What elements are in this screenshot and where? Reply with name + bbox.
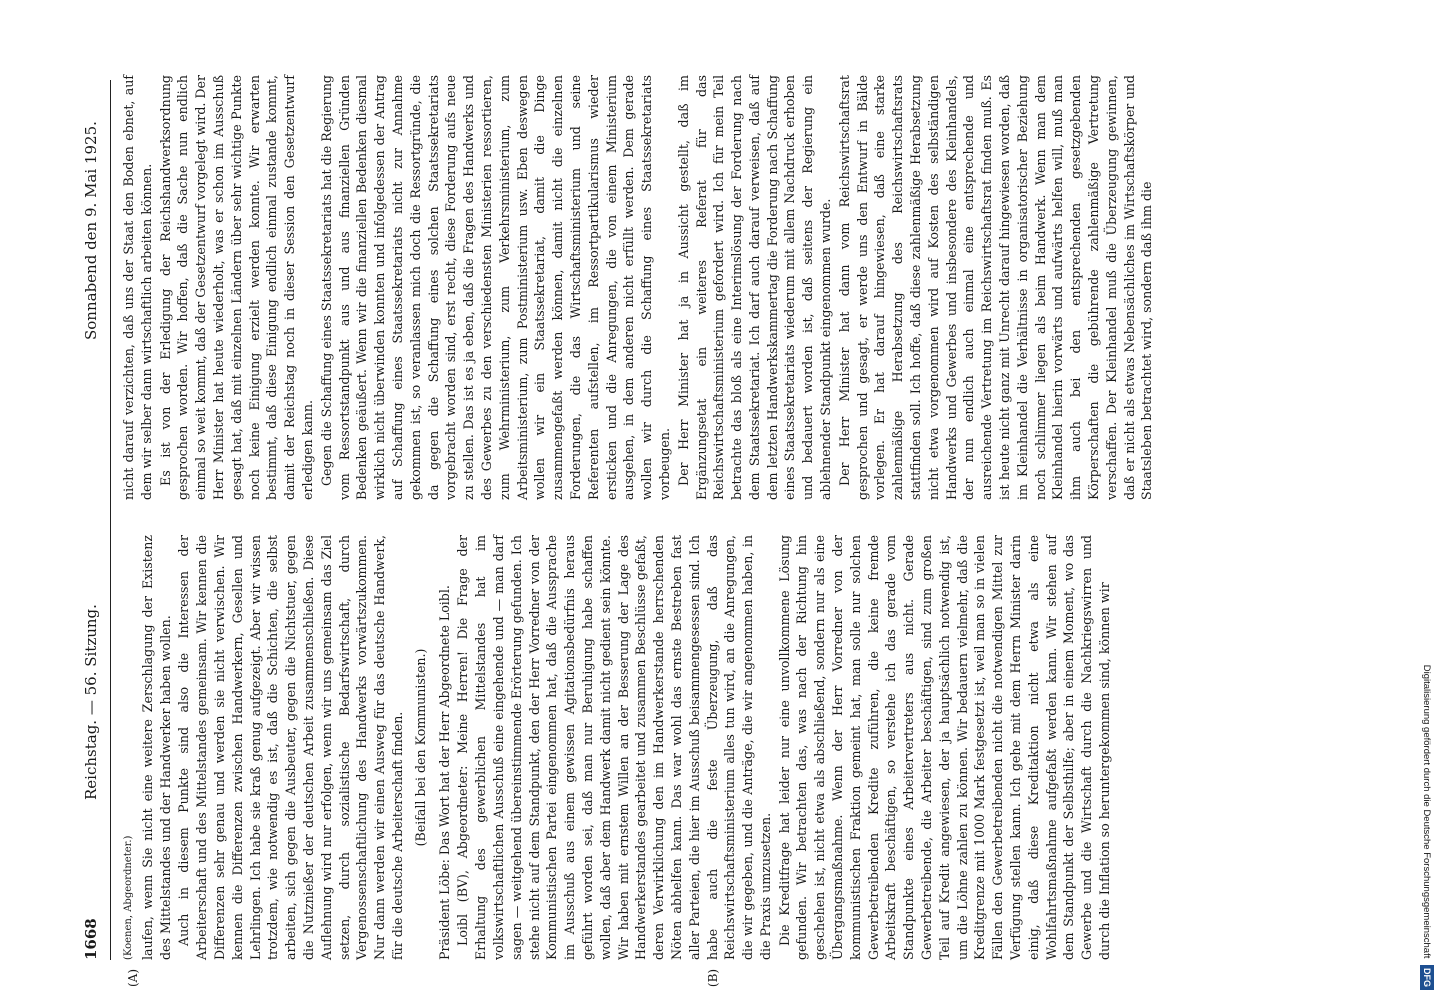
speaker-intro: (Koenen, Abgeordneter.) bbox=[123, 835, 134, 960]
margin-letter-a: (A) bbox=[126, 968, 140, 988]
document-page bbox=[66, 40, 1316, 1000]
president-remark: Präsident Löbe: Das Wort hat der Herr Abgeordnete Loibl. bbox=[436, 585, 452, 960]
running-header bbox=[74, 80, 108, 960]
paragraph: Der Herr Minister hat ja in Aussicht gestellt, daß im Ergänzungsetat ein weiteres Referat für das Reichswirtschaftsministerium gefordert wird. Ich für mein Teil betrachte das bloß als eine Interimslösung der Forderung nach dem Staatssekretariat. Ich darf auch darauf verweisen, daß auf dem letzten Handwerkskammertag die Forderung nach Schaffung eines Staatssekretariats wiederum mit allem Nachdruck erhoben und bedauert worden ist, daß seitens der Regierung ein ablehnender Standpunkt eingenommen wurde. bbox=[675, 75, 834, 500]
header-title: Reichstag. — 56. Sitzung. bbox=[82, 604, 100, 800]
paragraph: Auch in diesem Punkte sind also die Interessen der Arbeiterschaft und des Mittelstandes gemeinsam. Wir kennen die Differenzen sehr genau und werden sie nicht verwischen. Wir kennen die Differenzen zwischen Handwerkern, Gesellen und Lehrlingen. Ich habe sie kraß genug aufgezeigt. Aber wir wissen trotzdem, wie notwendig es ist, daß die Schichten, die selbst arbeiten, sich gegen die Ausbeuter, gegen die Nichtstuer, gegen die Nutznießer der deutschen Arbeit zusammenschließen. Diese Auflehnung wird nur erfolgen, wenn wir uns gemeinsam das Ziel setzen, durch sozialistische Bedarfswirtschaft, durch Vergenossenschaftlichung des Handwerks vorwärtszukommen. Nur dann werden wir einen Ausweg für das deutsche Handwerk, für die deutsche Arbeiterschaft finden. bbox=[176, 535, 405, 960]
digitization-credit bbox=[1420, 10, 1434, 990]
left-column bbox=[120, 535, 1115, 960]
paragraph: Die Kreditfrage hat leider nur eine unvollkommene Lösung gefunden. Wir betrachten das, was nach der Richtung hin geschehen ist, nicht etwa als abschließend, sondern nur als eine Übergangsmaßnahme. Wenn der Herr Vorredner von der kommunistischen Fraktion gemeint hat, man solle nur solchen Gewerbetreibenden Kredite zuführen, die keine fremde Arbeitskraft beschäftigen, so verstehe ich das gerade vom Standpunkte eines Arbeitervertreters aus nicht. Gerade Gewerbetreibende, die Arbeiter beschäftigen, sind zum großen Teil auf Kredit angewiesen, der ja hauptsächlich notwendig ist, um die Löhne zahlen zu können. Wir bedauern vielmehr, daß die Kreditgrenze mit 1000 Mark festgesetzt ist, weil man so in vielen Fällen den Gewerbetreibenden nicht die notwendigen Mittel zur Verfügung stellen kann. Ich gehe mit dem Herrn Minister darin einig, daß diese Kreditaktion nicht etwa als eine Wohlfahrtsmaßnahme aufgefaßt werden kann. Wir stehen auf dem Standpunkt der Selbsthilfe; aber in einem Moment, wo das Gewerbe und die Wirtschaft durch die Nachkriegswirren und durch die Inflation so heruntergekommen sind, können wir bbox=[776, 535, 1113, 960]
dfg-logo: DFG bbox=[1420, 965, 1434, 990]
margin-letter-b: (B) bbox=[706, 968, 720, 988]
header-rule bbox=[110, 80, 111, 960]
header-date: Sonnabend den 9. Mai 1925. bbox=[82, 121, 100, 340]
applause-note: (Beifall bei den Kommunisten.) bbox=[412, 648, 428, 847]
page-number: 1668 bbox=[82, 918, 100, 960]
credit-text: Digitalisierung gefördert durch die Deutsche Forschungsgemeinschaft bbox=[1421, 664, 1432, 959]
paragraph: nicht darauf verzichten, daß uns der Staat den Boden ebnet, auf dem wir selber dann wirtschaftlich arbeiten können. bbox=[121, 75, 154, 500]
right-column bbox=[120, 75, 1157, 500]
paragraph: Der Herr Minister hat dann vom Reichswirtschaftsrat gesprochen und gesagt, er werde uns den Entwurf in Bälde vorlegen. Er hat darauf hingewiesen, daß eine starke zahlenmäßige Herabsetzung des Reichswirtschaftsrats stattfinden soll. Ich hoffe, daß diese zahlenmäßige Herabsetzung nicht etwa vorgenommen wird auf Kosten des selbständigen Handwerks und Gewerbes und insbesondere des Kleinhandels, der nun endlich auch einmal eine entsprechende und ausreichende Vertretung im Reichswirtschaftsrat finden muß. Es ist heute nicht ganz mit Unrecht darauf hingewiesen worden, daß im Kleinhandel die Verhältnisse in organisatorischer Beziehung noch schlimmer liegen als beim Handwerk. Wenn man dem Kleinhandel hierin vorwärts und aufwärts helfen will, muß man ihm auch bei den entsprechenden gesetzgebenden Körperschaften die gebührende zahlenmäßige Vertretung verschaffen. Der Kleinhandel muß die Überzeugung gewinnen, daß er nicht als etwas Nebensächliches im Wirtschaftskörper und Staatsleben betrachtet wird, sondern daß ihm die bbox=[836, 75, 1155, 500]
paragraph: laufen, wenn Sie nicht eine weitere Zerschlagung der Existenz des Mittelstandes und der Handwerker haben wollen. bbox=[139, 535, 173, 960]
paragraph: Gegen die Schaffung eines Staatssekretariats hat die Regierung vom Ressortstandpunkt aus und aus finanziellen Gründen Bedenken geäußert. Wenn wir die finanziellen Bedenken diesmal wirklich nicht überwinden konnten und infolgedessen der Antrag auf Schaffung eines Staatssekretariats nicht zur Annahme gekommen ist, so veranlassen mich doch die Ressortgründe, die da gegen die Schaffung eines solchen Staatssekretariats vorgebracht worden sind, erst recht, diese Forderung aufs neue zu stellen. Das ist es ja eben, daß die Fragen des Handwerks und des Gewerbes zu den verschiedensten Ministerien ressortieren, zum Wehrministerium, zum Verkehrsministerium, zum Arbeitsministerium, zum Postministerium usw. Eben deswegen wollen wir ein Staatssekretariat, damit die Dinge zusammengefaßt werden können, damit nicht die einzelnen Forderungen, die das Wirtschaftsministerium und seine Referenten aufstellen, im Ressortpartikularismus wieder ersticken und die Anregungen, die von einem Ministerium ausgehen, in dem anderen nicht erfüllt werden. Dem gerade wollen wir durch die Schaffung eines Staatssekretariats vorbeugen. bbox=[318, 75, 672, 500]
paragraph: Loibl (BV), Abgeordneter: Meine Herren! Die Frage der Erhaltung des gewerblichen Mittelstandes hat im volkswirtschaftlichen Ausschuß eine eingehende und — man darf sagen — weitgehend übereinstimmende Erörterung gefunden. Ich stehe nicht auf dem Standpunkt, den der Herr Vorredner von der Kommunistischen Partei eingenommen hat, daß die Aussprache im Ausschuß aus einem gewissen Agitationsbedürfnis heraus geführt worden sei, daß man nur Beruhigung habe schaffen wollen, daß aber dem Handwerk damit nicht gedient sein könnte. Wir haben mit ernstem Willen an der Besserung der Lage des Handwerkerstandes gearbeitet und zusammen Beschlüsse gefaßt, deren Verwirklichung den im Handwerkerstande herrschenden Nöten abhelfen kann. Das war wohl das ernste Bestreben fast aller Parteien, die hier im Ausschuß beisammengesessen sind. Ich habe auch die feste Überzeugung, daß das Reichswirtschaftsministerium alles tun wird, an die Anregungen, die wir gegeben, und die Anträge, die wir angenommen haben, in die Praxis umzusetzen. bbox=[455, 535, 773, 960]
paragraph: Es ist von der Erledigung der Reichshandwerksordnung gesprochen worden. Wir hoffen, daß die Sache nun endlich einmal so weit kommt, daß der Gesetzentwurf vorgelegt wird. Der Herr Minister hat heute wiederholt, was er schon im Ausschuß gesagt hat, daß mit einzelnen Ländern über sehr wichtige Punkte noch keine Einigung erzielt werden konnte. Wir erwarten bestimmt, daß diese Einigung endlich einmal zustande kommt, damit der Reichstag noch in dieser Session den Gesetzentwurf erledigen kann. bbox=[157, 75, 315, 500]
